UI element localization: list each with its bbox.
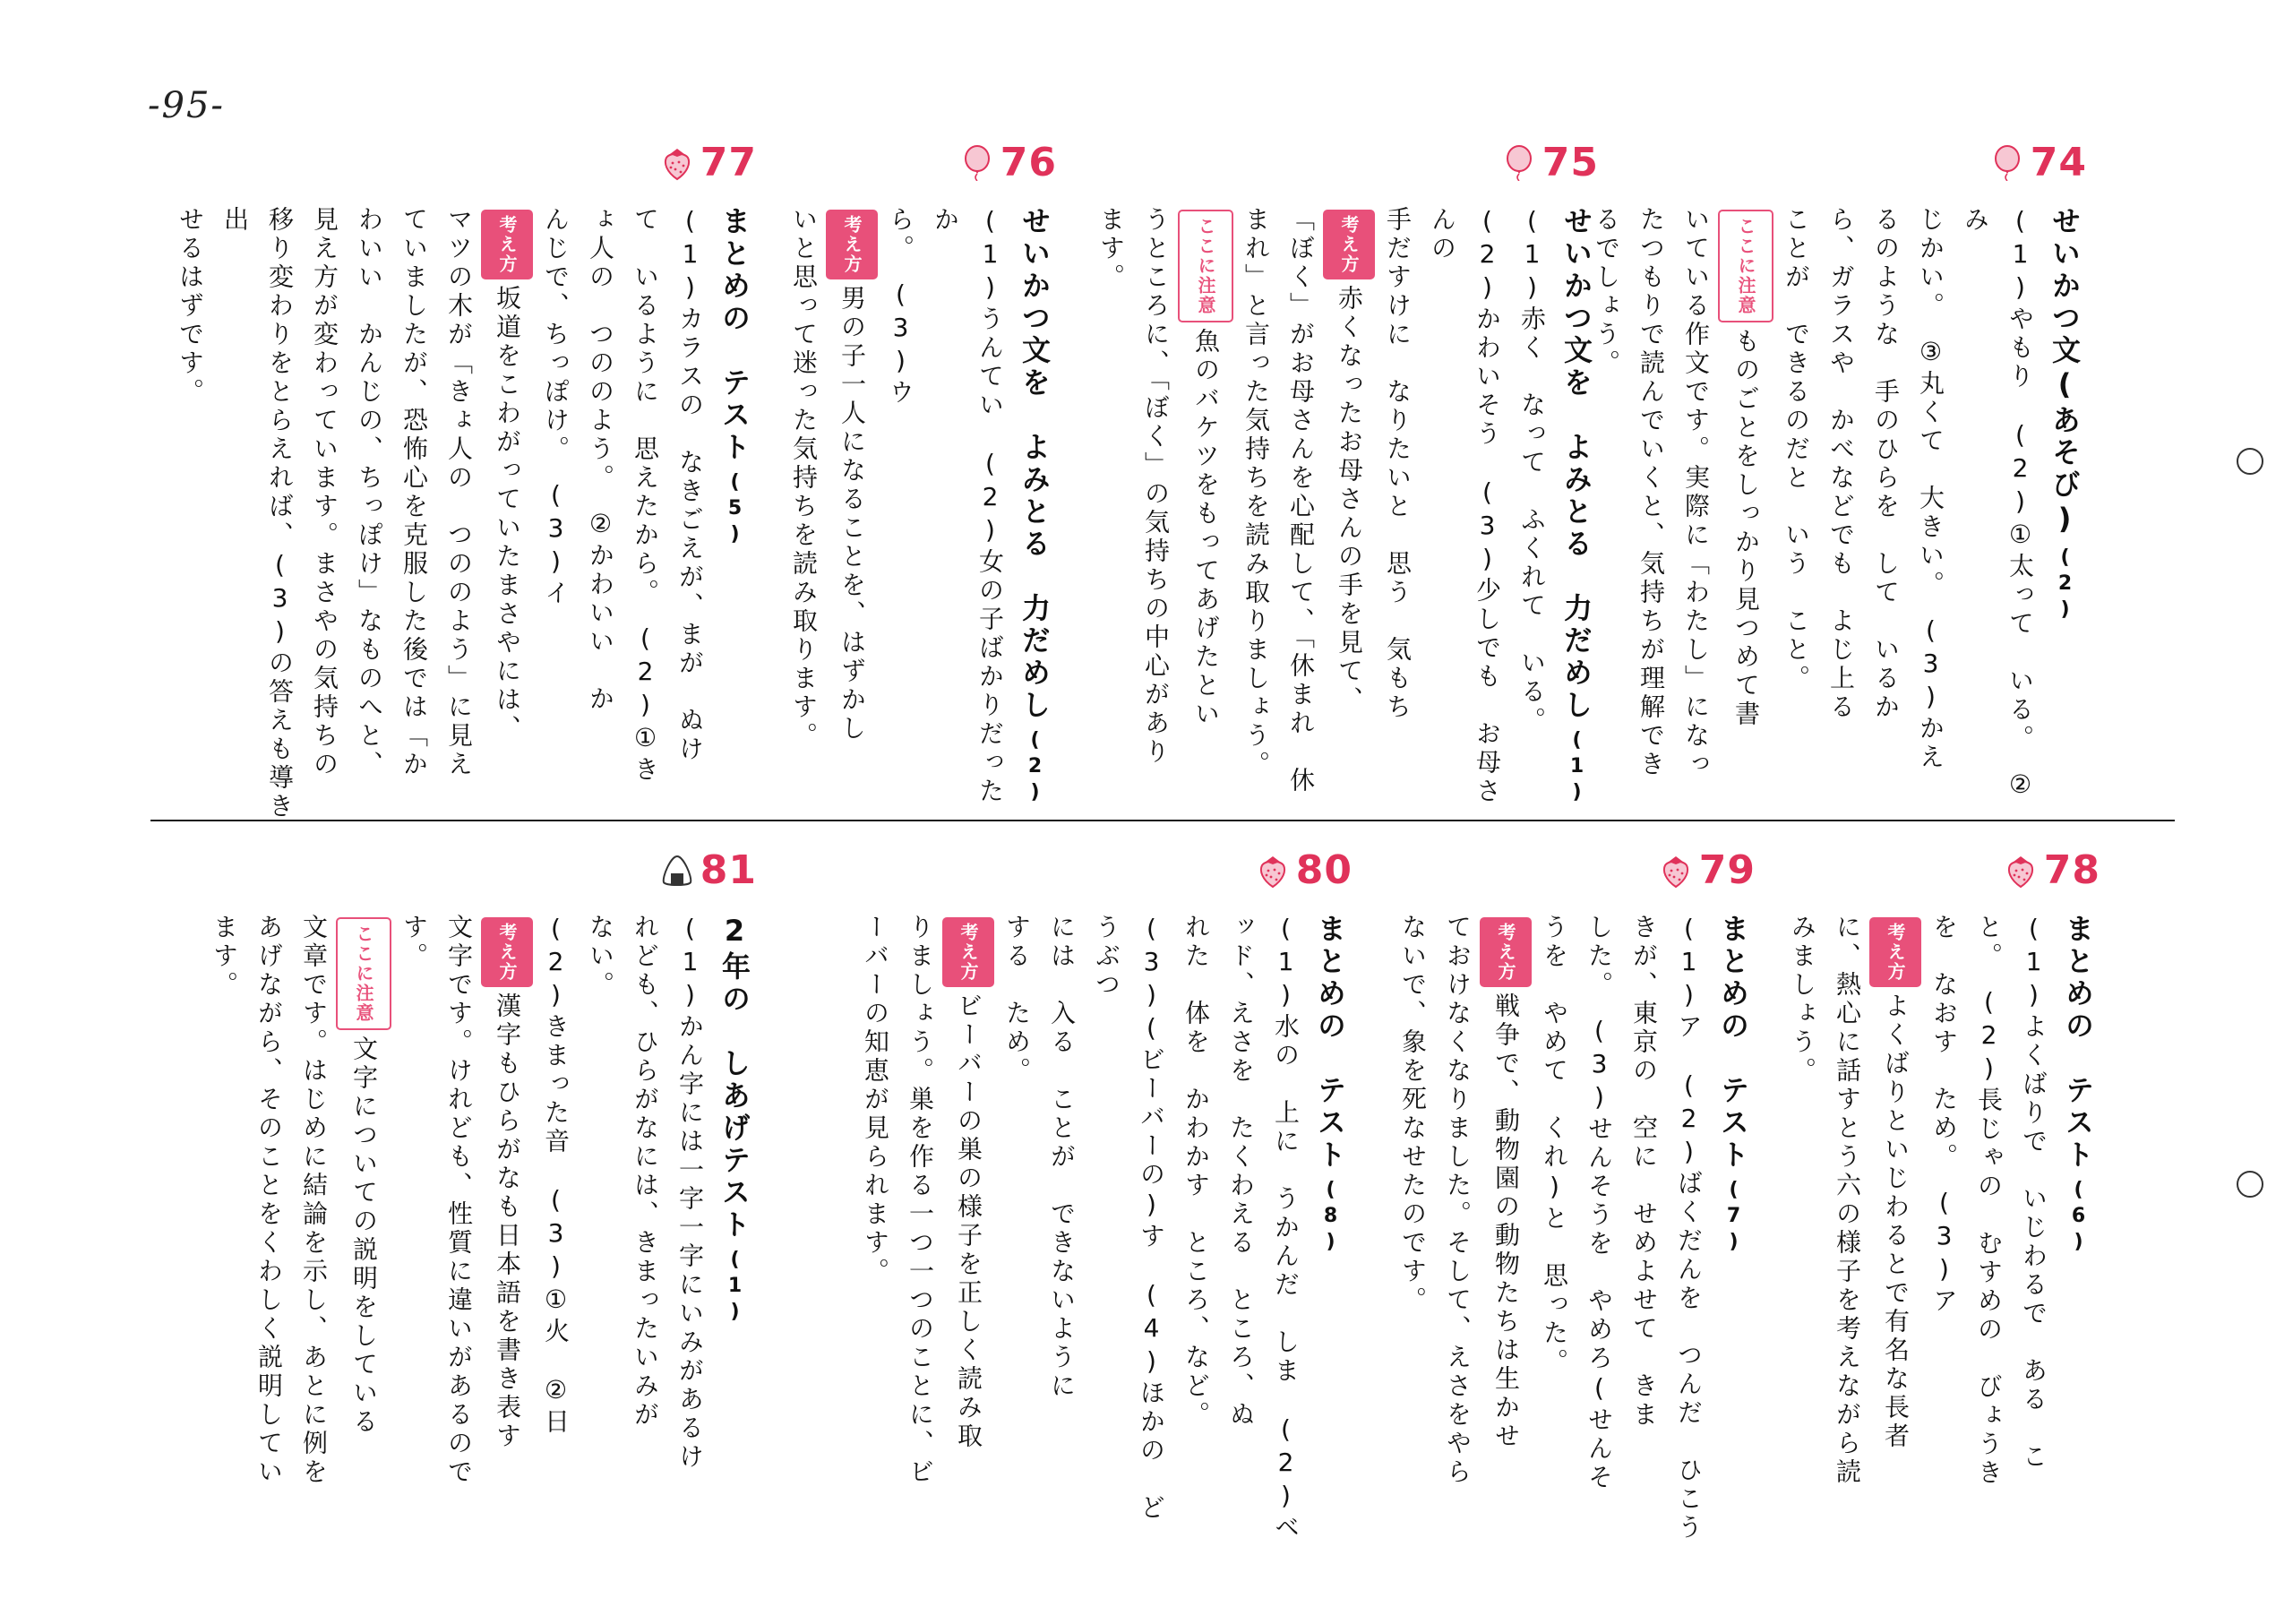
answer-line: (3)(ビーバーの)す (4)ほかの どうぶつ: [1092, 914, 1166, 1523]
think-tag: 考え方: [942, 917, 994, 987]
section-title-line: [712, 914, 757, 1550]
answer-line: ょ人の つののよう。 ②かわいい か: [586, 206, 615, 714]
section-title-line: [1012, 206, 1057, 824]
section-body: [1780, 914, 2100, 1550]
section-body: [1390, 914, 1756, 1550]
answer-section-81: [148, 847, 757, 1532]
answer-line: 文字です。けれども、性質に違いがあるので: [444, 914, 474, 1487]
answer-line: 考え方よくばりといじわるとで有名な長者: [1869, 914, 1921, 1550]
section-count: (1): [1566, 729, 1588, 807]
answer-line: まれ」と言った気持ちを読み取りましょう。: [1241, 206, 1271, 779]
section-count: (1): [724, 1249, 746, 1327]
section-header: [2003, 847, 2100, 893]
section-title: まとめの テスト: [717, 206, 751, 464]
answer-line: 考え方男の子一人になることを、はずかし: [826, 206, 878, 824]
answer-line: れた 体を かわかす ところ、など。: [1181, 914, 1211, 1430]
answer-line: する ため。: [1002, 914, 1032, 1086]
section-title-line: [1554, 206, 1599, 824]
section-title-line: [712, 206, 757, 824]
answer-line: (1)かん字には一字一字にいみがあるけ: [675, 914, 705, 1472]
strawberry-icon: [659, 145, 695, 181]
section-count: (2): [1024, 729, 1046, 807]
strawberry-icon: [2003, 853, 2039, 889]
answer-line: 考え方坂道をこわがっていたまさやには、: [481, 206, 533, 824]
section-header: [659, 847, 757, 893]
section-title: せいかつ文を よみとる 力だめし: [1018, 206, 1052, 722]
answer-line: には 入る ことが できないように: [1047, 914, 1077, 1401]
section-title-line: [1711, 914, 1756, 1550]
section-title: 2年の しあげテスト: [717, 914, 751, 1242]
answer-line: んじで、ちっぽけ。 (3)イ: [541, 206, 571, 608]
answer-line: 考え方漢字もひらがなも日本語を書き表す: [481, 914, 533, 1550]
strawberry-icon: [1255, 853, 1291, 889]
answer-line: いている作文です。実際に「わたし」になっ: [1681, 206, 1711, 779]
answer-line: 考え方赤くなったお母さんの手を見て、: [1323, 206, 1375, 824]
note-tag: ここに注意: [1718, 210, 1773, 322]
answer-line: るでしょう。: [1592, 206, 1621, 378]
binder-hole-icon: [2237, 448, 2263, 475]
section-count: (2): [2054, 546, 2076, 624]
balloon-icon: [1989, 145, 2025, 181]
section-header: [1501, 140, 1599, 185]
answer-line: みましょう。: [1788, 914, 1817, 1086]
balloon-icon: [1501, 145, 1537, 181]
answer-line: じかい。 ③丸くて 大きい。 (3)かえ: [1916, 206, 1945, 772]
section-number: 78: [2043, 847, 2100, 893]
answer-line: 見え方が変わっています。まさやの気持ちの: [310, 206, 339, 779]
think-tag: 考え方: [1869, 917, 1921, 987]
section-title-line: [2042, 206, 2087, 824]
answer-line: 「ぼく」がお母さんを心配して、「休まれ 休: [1286, 206, 1316, 795]
section-number: 79: [1698, 847, 1756, 893]
answer-line: うを やめて くれ)と 思った。: [1540, 914, 1569, 1377]
answer-line: ここに注意ものごとをしっかり見つめて書: [1718, 206, 1773, 824]
answer-section-77: [148, 140, 757, 821]
think-tag: 考え方: [1480, 917, 1532, 987]
section-title: まとめの テスト: [2061, 914, 2095, 1172]
section-number: 74: [2030, 140, 2087, 185]
answer-line: あげながら、そのことをくわしく説明してい: [254, 914, 284, 1487]
section-header: [659, 140, 757, 185]
section-title-line: [2056, 914, 2100, 1550]
answer-section-80: [861, 847, 1353, 1542]
answer-line: ーバーの知恵が見られます。: [861, 914, 890, 1286]
answer-line: たつもりで読んでいくと、気持ちが理解でき: [1636, 206, 1666, 779]
answer-line: きが、東京の 空に せめよせて きま: [1629, 914, 1659, 1430]
section-count: (5): [724, 471, 746, 549]
think-tag: 考え方: [826, 210, 878, 279]
answer-line: (1)ア (2)ばくだんを つんだ ひこう: [1674, 914, 1704, 1542]
answer-section-79: [1379, 847, 1756, 1542]
section-number: 77: [700, 140, 757, 185]
answer-section-74: [1592, 140, 2087, 806]
section-title: せいかつ文を よみとる 力だめし: [1559, 206, 1593, 722]
section-header: [959, 140, 1057, 185]
section-header: [1255, 847, 1353, 893]
answer-line: (1)やもり (2)①太って いる。 ②み: [1961, 206, 2035, 803]
binder-hole-icon: [2237, 1171, 2263, 1198]
think-tag: 考え方: [481, 917, 533, 987]
answer-line: るのような 手のひらを して いるか: [1871, 206, 1901, 722]
answer-line: ここに注意文字についての説明をしている: [336, 914, 391, 1550]
onigiri-icon: [659, 853, 695, 889]
think-tag: 考え方: [1323, 210, 1375, 279]
answer-line: (1)よくばりで いじわるで ある こ: [2019, 914, 2048, 1472]
answer-line: (2)きまった音 (3)①火 ②日: [541, 914, 571, 1437]
section-title: まとめの テスト: [1313, 914, 1347, 1172]
answer-line: わいい かんじの、ちっぽけ」なものへと、: [355, 206, 384, 779]
balloon-icon: [959, 145, 995, 181]
answer-line: (2)かわいそう (3)少しでも お母さんの: [1428, 206, 1502, 806]
answer-line: せるはずです。: [176, 206, 205, 407]
answer-line: した。 (3)せんそうを やめろ(せんそ: [1584, 914, 1614, 1492]
answer-line: ら。 (3)ウ: [886, 206, 915, 408]
page-number: -95-: [148, 85, 225, 126]
answer-section-76: [788, 140, 1057, 807]
answer-line: 考え方戦争で、動物園の動物たちは生かせ: [1480, 914, 1532, 1550]
section-header: [1989, 140, 2087, 185]
note-tag: ここに注意: [1178, 210, 1233, 322]
section-count: (8): [1319, 1179, 1342, 1257]
answer-line: ここに注意魚のバケツをもってあげたとい: [1178, 206, 1233, 824]
answer-line: ます。: [210, 914, 239, 1000]
answer-line: て いるように 思えたから。 (2)①き: [631, 206, 660, 785]
answer-section-78: [1778, 847, 2100, 1532]
section-body: [1584, 206, 2087, 824]
answer-line: マツの木が「きょ人の つののよう」に見え: [444, 206, 474, 779]
answer-line: (1)カラスの なきごえが、まが ぬけ: [675, 206, 705, 764]
answer-line: ないで、象を死なせたのです。: [1398, 914, 1428, 1315]
answer-line: いと思って迷った気持ちを読み取ります。: [789, 206, 819, 751]
answer-line: ことが できるのだと いう こと。: [1782, 206, 1811, 693]
answer-line: うところに、「ぼく」の気持ちの中心があり: [1141, 206, 1171, 767]
section-number: 75: [1542, 140, 1599, 185]
section-number: 80: [1295, 847, 1353, 893]
section-body: [167, 206, 757, 824]
answer-line: (1)水の 上に うかんだ しま (2)ベ: [1271, 914, 1301, 1542]
answer-line: す。: [399, 914, 429, 971]
think-tag: 考え方: [481, 210, 533, 279]
answer-line: ます。: [1096, 206, 1126, 292]
answer-line: ていましたが、恐怖心を克服した後では「か: [399, 206, 429, 779]
answer-line: に、熱心に話すとう六の様子を考えながら読: [1833, 914, 1862, 1487]
answer-line: ない。: [586, 914, 615, 1000]
section-body: [781, 206, 1057, 824]
answer-line: ら、ガラスや かべなどでも よじ上る: [1826, 206, 1856, 722]
section-count: (6): [2067, 1179, 2090, 1257]
section-body: [1088, 206, 1599, 824]
section-number: 81: [700, 847, 757, 893]
answer-line: (1)うんてい (2)女の子ばかりだったか: [931, 206, 1005, 806]
answer-line: を なおす ため。 (3)ア: [1929, 914, 1959, 1316]
answer-section-75: [1096, 140, 1599, 807]
section-title-line: [1308, 914, 1353, 1550]
answer-line: 移り変わりをとらえれば、(3)の答えも導き出: [220, 206, 295, 821]
answer-line: 文章です。はじめに結論を示し、あとに例を: [299, 914, 329, 1487]
answer-line: (1)赤く なって ふくれて いる。: [1517, 206, 1547, 735]
answer-line: ておけなくなりました。そして、えさをやら: [1443, 914, 1473, 1487]
answer-line: 手だすけに なりたいと 思う 気もち: [1383, 206, 1413, 722]
section-header: [1658, 847, 1756, 893]
answer-line: りましょう。巣を作る一つ一つのことに、ビ: [906, 914, 935, 1487]
section-body: [202, 914, 757, 1550]
section-number: 76: [1000, 140, 1057, 185]
strawberry-icon: [1658, 853, 1694, 889]
section-title: せいかつ文(あそび): [2048, 206, 2082, 539]
answer-line: れども、ひらがなには、きまったいみが: [631, 914, 660, 1430]
answer-line: ッド、えさを たくわえる ところ、ぬ: [1226, 914, 1256, 1430]
section-title: まとめの テスト: [1716, 914, 1750, 1172]
section-count: (7): [1722, 1179, 1745, 1257]
answer-line: と。 (2)長じゃの むすめの びょうき: [1974, 914, 2004, 1488]
note-tag: ここに注意: [336, 917, 391, 1030]
section-body: [853, 914, 1353, 1550]
answer-line: 考え方ビーバーの巣の様子を正しく読み取: [942, 914, 994, 1550]
